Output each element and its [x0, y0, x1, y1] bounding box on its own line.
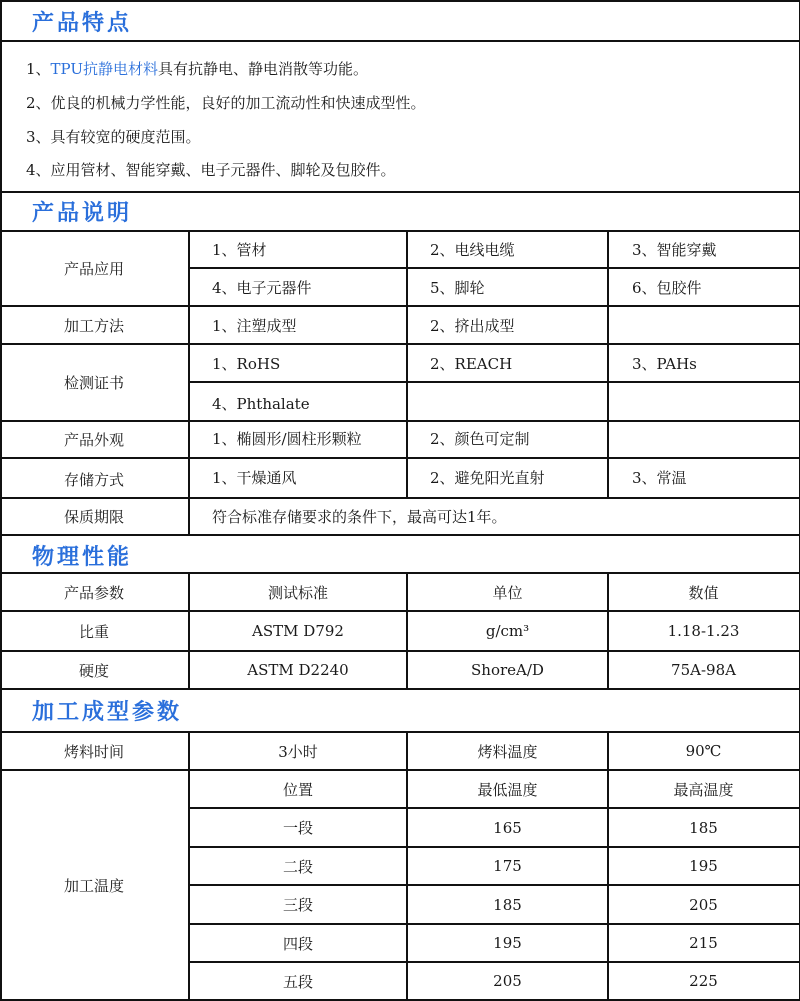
row-label-appearance: 产品外观	[63, 431, 124, 449]
physical-cell: 硬度	[78, 661, 109, 680]
drying-temp-label: 烤料温度	[477, 742, 538, 761]
physical-header: 测试标准	[267, 583, 328, 602]
temp-max: 225	[689, 972, 718, 990]
row-label-application: 产品应用	[63, 260, 124, 278]
grid-line	[189, 381, 800, 383]
physical-cell: ASTM D2240	[247, 661, 349, 679]
divider	[0, 191, 800, 193]
physical-cell: ASTM D792	[252, 622, 344, 640]
physical-header: 产品参数	[63, 583, 124, 602]
temp-zone: 二段	[282, 857, 313, 876]
feature-item-2: 2、优良的机械力学性能，良好的加工流动性和快速成型性。	[26, 94, 426, 112]
storage-item: 3、常温	[632, 468, 687, 487]
temp-header: 位置	[282, 780, 313, 799]
method-item: 2、挤出成型	[430, 316, 515, 335]
physical-header: 单位	[492, 583, 523, 602]
feature-item-1	[26, 58, 368, 79]
feature-item-3: 3、具有较宽的硬度范围。	[26, 128, 201, 146]
drying-time-label: 烤料时间	[63, 742, 124, 761]
method-item: 1、注塑成型	[212, 316, 297, 335]
feature-item-4: 4、应用管材、智能穿戴、电子元器件、脚轮及包胶件。	[26, 161, 396, 179]
application-item: 6、包胶件	[632, 278, 702, 297]
row-label-method: 加工方法	[63, 316, 124, 335]
row-label-storage: 存储方式	[63, 470, 124, 489]
section-title-description: 产品说明	[32, 201, 133, 226]
temp-min: 205	[493, 972, 522, 990]
row-label-certificate: 检测证书	[63, 374, 124, 392]
section-title-features: 产品特点	[32, 11, 133, 36]
row-label-shelf-life: 保质期限	[63, 508, 124, 526]
storage-item: 2、避免阳光直射	[430, 468, 545, 487]
certificate-item: 4、Phthalate	[212, 394, 310, 413]
application-item: 4、电子元器件	[212, 278, 312, 297]
temp-zone: 三段	[282, 896, 313, 914]
drying-temp-value: 90℃	[685, 742, 722, 760]
temp-max: 195	[689, 857, 718, 875]
temp-zone: 一段	[282, 819, 313, 837]
processing-temp-label: 加工温度	[63, 876, 124, 895]
feature-prefix: 1、	[26, 60, 51, 78]
grid-line	[0, 534, 800, 536]
section-title-physical: 物理性能	[32, 545, 133, 570]
temp-max: 215	[689, 934, 718, 952]
feature-text: 具有抗静电、静电消散等功能。	[158, 60, 369, 78]
temp-max: 185	[689, 818, 718, 837]
shelf-life-text: 符合标准存储要求的条件下，最高可达1年。	[212, 508, 507, 526]
certificate-item: 3、PAHs	[632, 354, 697, 373]
temp-min: 185	[493, 895, 522, 914]
temp-max: 205	[689, 895, 718, 914]
temp-min: 165	[493, 818, 522, 837]
application-item: 2、电线电缆	[430, 241, 515, 259]
physical-cell: 75A-98A	[671, 661, 736, 679]
storage-item: 1、干燥通风	[212, 468, 297, 487]
temp-min: 175	[493, 857, 522, 875]
drying-time-value: 3小时	[278, 742, 318, 761]
certificate-item: 2、REACH	[430, 354, 513, 373]
temp-header: 最高温度	[673, 780, 734, 799]
material-link[interactable]: TPU抗静电材料	[50, 60, 159, 78]
grid-line	[0, 688, 800, 690]
divider	[0, 40, 800, 42]
grid-line	[406, 230, 408, 497]
grid-line	[607, 230, 609, 497]
section-title-processing: 加工成型参数	[32, 700, 183, 725]
temp-min: 195	[493, 934, 522, 952]
physical-cell: ShoreA/D	[471, 661, 544, 679]
appearance-item: 2、颜色可定制	[430, 430, 530, 448]
certificate-item: 1、RoHS	[212, 354, 281, 373]
temp-zone: 四段	[282, 934, 313, 953]
physical-cell: g/cm³	[485, 622, 530, 640]
temp-header: 最低温度	[477, 780, 538, 799]
application-item: 5、脚轮	[430, 278, 485, 297]
application-item: 3、智能穿戴	[632, 241, 717, 259]
physical-header: 数值	[688, 583, 719, 602]
application-item: 1、管材	[212, 241, 267, 259]
grid-line	[188, 230, 190, 535]
appearance-item: 1、椭圆形/圆柱形颗粒	[212, 430, 362, 448]
physical-cell: 比重	[78, 622, 109, 641]
physical-cell: 1.18-1.23	[667, 622, 740, 640]
temp-zone: 五段	[282, 972, 313, 991]
